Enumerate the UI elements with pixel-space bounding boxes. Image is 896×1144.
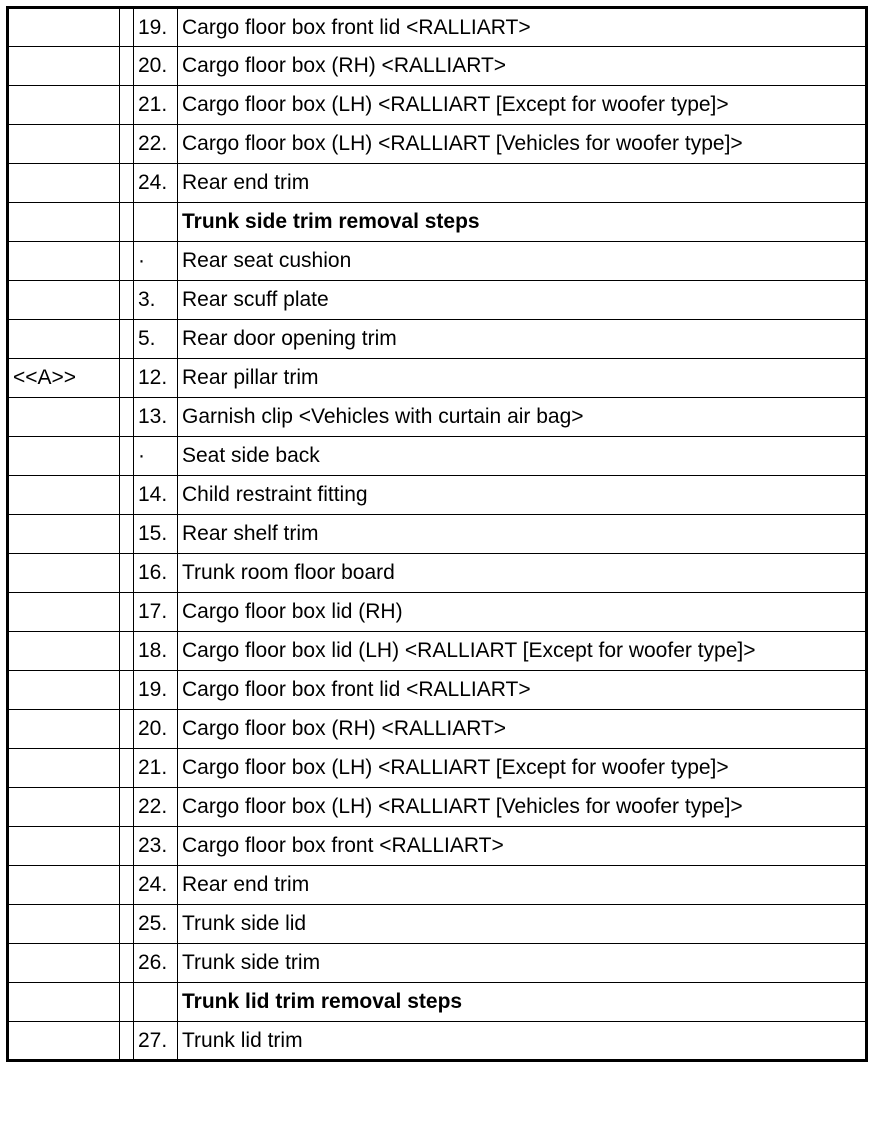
table-row: [8, 749, 867, 788]
spacer-cell: [120, 515, 134, 554]
table-row: [8, 554, 867, 593]
section-heading: Trunk side trim removal steps: [178, 203, 867, 242]
step-number-cell: 15.: [134, 515, 178, 554]
step-number-cell: 18.: [134, 632, 178, 671]
part-name-cell: Rear end trim: [178, 164, 867, 203]
spacer-cell: [120, 554, 134, 593]
table-row: [8, 242, 867, 281]
reference-cell: [8, 242, 120, 281]
step-number-cell: [134, 983, 178, 1022]
step-number-cell: 12.: [134, 359, 178, 398]
spacer-cell: [120, 944, 134, 983]
table-row: [8, 476, 867, 515]
step-number-cell: 22.: [134, 125, 178, 164]
step-number-cell: 21.: [134, 86, 178, 125]
step-number-cell: 20.: [134, 710, 178, 749]
step-number-cell: 26.: [134, 944, 178, 983]
step-number-cell: 16.: [134, 554, 178, 593]
reference-cell: [8, 1022, 120, 1061]
table-row: [8, 398, 867, 437]
spacer-cell: [120, 983, 134, 1022]
section-heading: Trunk lid trim removal steps: [178, 983, 867, 1022]
part-name-cell: Cargo floor box lid (RH): [178, 593, 867, 632]
part-name-cell: Garnish clip <Vehicles with curtain air bag>: [178, 398, 867, 437]
step-number-cell: 14.: [134, 476, 178, 515]
part-name-cell: Rear end trim: [178, 866, 867, 905]
spacer-cell: [120, 359, 134, 398]
reference-cell: [8, 944, 120, 983]
spacer-cell: [120, 788, 134, 827]
step-number-cell: 25.: [134, 905, 178, 944]
part-name-cell: Cargo floor box lid (LH) <RALLIART [Except for woofer type]>: [178, 632, 867, 671]
spacer-cell: [120, 593, 134, 632]
reference-cell: <<A>>: [8, 359, 120, 398]
table-row: [8, 281, 867, 320]
table-row: [8, 905, 867, 944]
spacer-cell: [120, 1022, 134, 1061]
spacer-cell: [120, 632, 134, 671]
spacer-cell: [120, 866, 134, 905]
spacer-cell: [120, 320, 134, 359]
reference-cell: [8, 281, 120, 320]
spacer-cell: [120, 905, 134, 944]
section-heading-row: [8, 203, 867, 242]
part-name-cell: Cargo floor box front lid <RALLIART>: [178, 671, 867, 710]
part-name-cell: Rear door opening trim: [178, 320, 867, 359]
table-row: [8, 359, 867, 398]
reference-cell: [8, 788, 120, 827]
spacer-cell: [120, 671, 134, 710]
spacer-cell: [120, 281, 134, 320]
part-name-cell: Rear shelf trim: [178, 515, 867, 554]
part-name-cell: Child restraint fitting: [178, 476, 867, 515]
step-number-cell: 22.: [134, 788, 178, 827]
part-name-cell: Rear pillar trim: [178, 359, 867, 398]
table-row: [8, 671, 867, 710]
spacer-cell: [120, 203, 134, 242]
part-name-cell: Cargo floor box front <RALLIART>: [178, 827, 867, 866]
step-number-cell: 23.: [134, 827, 178, 866]
part-name-cell: Rear seat cushion: [178, 242, 867, 281]
table-row: [8, 125, 867, 164]
spacer-cell: [120, 8, 134, 47]
step-number-cell: 5.: [134, 320, 178, 359]
spacer-cell: [120, 749, 134, 788]
table-row: [8, 866, 867, 905]
table-row: [8, 320, 867, 359]
reference-cell: [8, 8, 120, 47]
table-row: [8, 437, 867, 476]
spacer-cell: [120, 164, 134, 203]
reference-cell: [8, 827, 120, 866]
part-name-cell: Rear scuff plate: [178, 281, 867, 320]
spacer-cell: [120, 437, 134, 476]
step-number-cell: 20.: [134, 47, 178, 86]
step-number-cell: [134, 203, 178, 242]
reference-cell: [8, 905, 120, 944]
table-row: [8, 827, 867, 866]
table-row: [8, 710, 867, 749]
removal-steps-body: [8, 8, 867, 1061]
part-name-cell: Trunk side lid: [178, 905, 867, 944]
reference-cell: [8, 554, 120, 593]
reference-cell: [8, 710, 120, 749]
part-name-cell: Cargo floor box (RH) <RALLIART>: [178, 710, 867, 749]
reference-cell: [8, 203, 120, 242]
spacer-cell: [120, 242, 134, 281]
part-name-cell: Cargo floor box (LH) <RALLIART [Vehicles for woofer type]>: [178, 125, 867, 164]
reference-cell: [8, 47, 120, 86]
spacer-cell: [120, 47, 134, 86]
removal-steps-table: [6, 6, 868, 1062]
part-name-cell: Cargo floor box (LH) <RALLIART [Except for woofer type]>: [178, 749, 867, 788]
reference-cell: [8, 398, 120, 437]
reference-cell: [8, 164, 120, 203]
part-name-cell: Cargo floor box (LH) <RALLIART [Vehicles for woofer type]>: [178, 788, 867, 827]
table-row: [8, 515, 867, 554]
reference-cell: [8, 476, 120, 515]
table-row: [8, 944, 867, 983]
part-name-cell: Seat side back: [178, 437, 867, 476]
step-number-cell: 21.: [134, 749, 178, 788]
table-row: [8, 8, 867, 47]
reference-cell: [8, 125, 120, 164]
reference-cell: [8, 983, 120, 1022]
spacer-cell: [120, 398, 134, 437]
reference-cell: [8, 515, 120, 554]
spacer-cell: [120, 125, 134, 164]
step-number-cell: 24.: [134, 164, 178, 203]
reference-cell: [8, 866, 120, 905]
table-row: [8, 164, 867, 203]
reference-cell: [8, 632, 120, 671]
step-number-cell: 17.: [134, 593, 178, 632]
step-number-cell: 24.: [134, 866, 178, 905]
step-number-cell: 19.: [134, 8, 178, 47]
table-row: [8, 788, 867, 827]
spacer-cell: [120, 827, 134, 866]
table-row: [8, 593, 867, 632]
part-name-cell: Cargo floor box front lid <RALLIART>: [178, 8, 867, 47]
table-row: [8, 1022, 867, 1061]
part-name-cell: Cargo floor box (LH) <RALLIART [Except for woofer type]>: [178, 86, 867, 125]
part-name-cell: Trunk side trim: [178, 944, 867, 983]
part-name-cell: Cargo floor box (RH) <RALLIART>: [178, 47, 867, 86]
table-row: [8, 47, 867, 86]
reference-cell: [8, 437, 120, 476]
table-row: [8, 86, 867, 125]
step-number-cell: 19.: [134, 671, 178, 710]
reference-cell: [8, 86, 120, 125]
reference-cell: [8, 749, 120, 788]
spacer-cell: [120, 86, 134, 125]
step-number-cell: 3.: [134, 281, 178, 320]
table-row: [8, 632, 867, 671]
reference-cell: [8, 671, 120, 710]
step-number-cell: 13.: [134, 398, 178, 437]
spacer-cell: [120, 710, 134, 749]
spacer-cell: [120, 476, 134, 515]
step-number-cell: ·: [134, 242, 178, 281]
reference-cell: [8, 320, 120, 359]
part-name-cell: Trunk lid trim: [178, 1022, 867, 1061]
step-number-cell: 27.: [134, 1022, 178, 1061]
part-name-cell: Trunk room floor board: [178, 554, 867, 593]
step-number-cell: ·: [134, 437, 178, 476]
section-heading-row: [8, 983, 867, 1022]
reference-cell: [8, 593, 120, 632]
